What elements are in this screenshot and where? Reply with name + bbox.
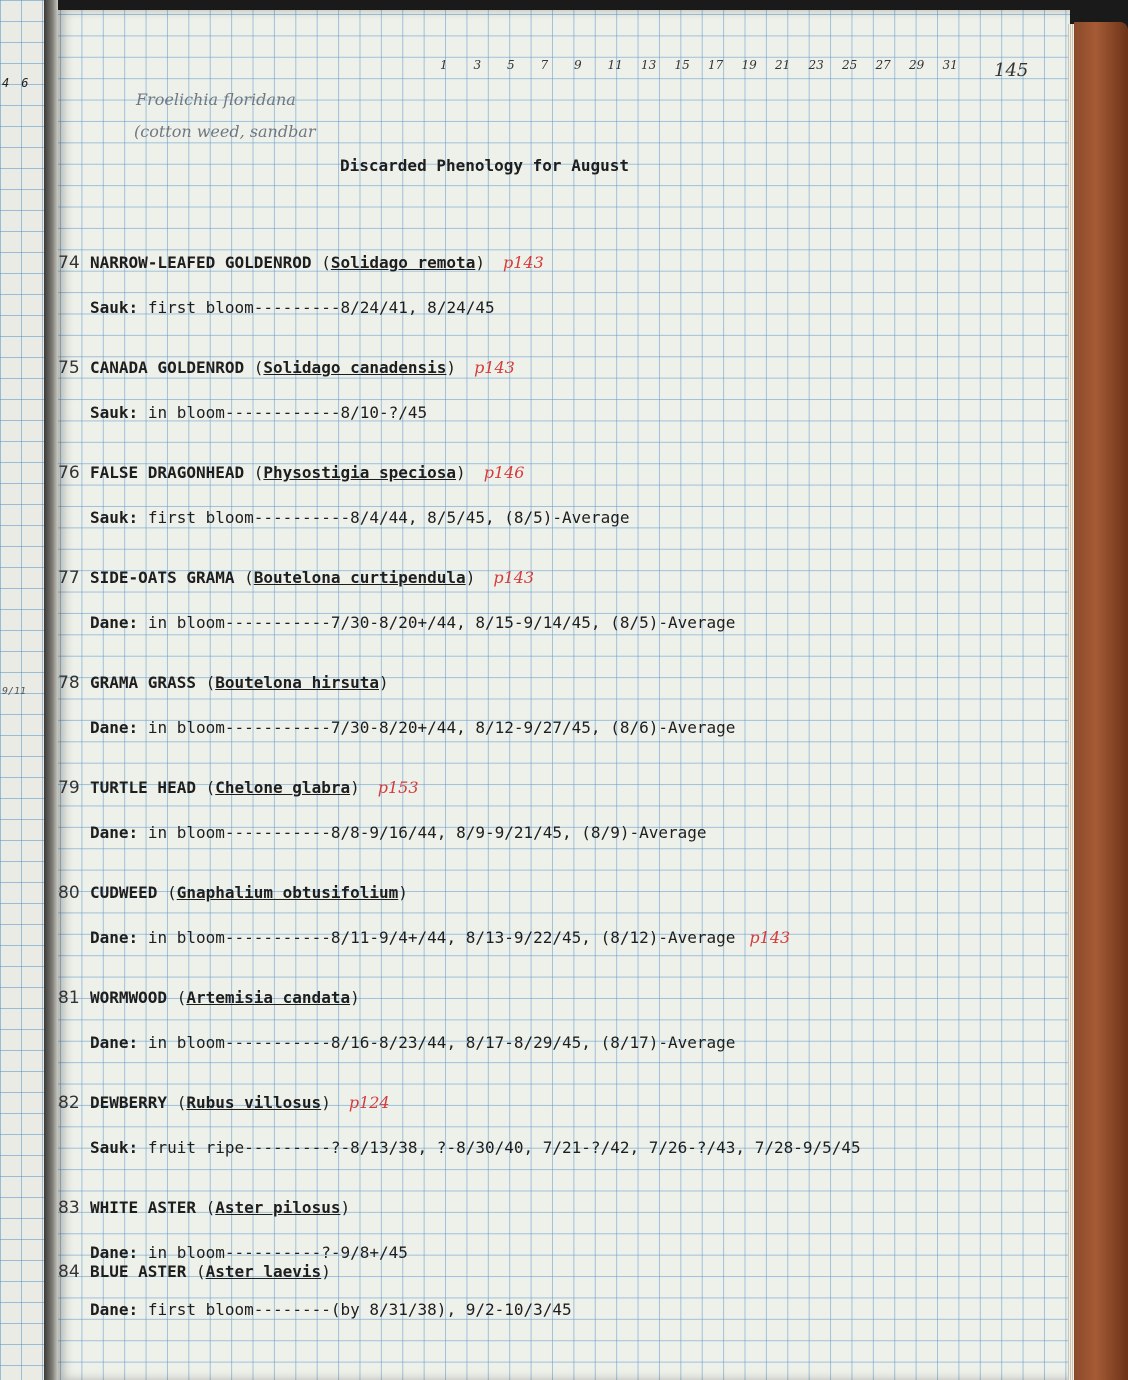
page-reference: p153 [377, 778, 419, 797]
scientific-name: Aster laevis [205, 1262, 322, 1281]
scale-number: 29 [909, 58, 925, 72]
observation-line [90, 1300, 572, 1319]
location: Dane: [90, 718, 139, 737]
event: in bloom [147, 1033, 225, 1052]
common-name: SIDE-OATS GRAMA [90, 568, 235, 587]
binding-gutter [44, 0, 58, 1380]
scale-number: 31 [942, 58, 958, 72]
location: Sauk: [90, 1138, 139, 1157]
scale-number: 11 [607, 58, 623, 72]
page-reference: p124 [348, 1093, 390, 1112]
scientific-name: Solidago canadensis [263, 358, 447, 377]
entry-number: 74 [58, 253, 80, 273]
entry-heading: 77 SIDE-OATS GRAMA (Boutelona curtipendula) p143 [58, 568, 535, 588]
dates: 7/30-8/20+/44, 8/15-9/14/45, (8/5)-Average [330, 613, 736, 632]
dates: ?-8/13/38, ?-8/30/40, 7/21-?/42, 7/26-?/43, 7/28-9/5/45 [330, 1138, 861, 1157]
page-reference: p143 [749, 928, 791, 947]
scale-number: 15 [674, 58, 690, 72]
entry-heading: 81 WORMWOOD (Artemisia candata) [58, 988, 360, 1008]
scale-number: 25 [842, 58, 858, 72]
scale-number: 1 [440, 58, 448, 72]
scale-number: 13 [641, 58, 657, 72]
left-page-margin-note: 9/11 [2, 686, 27, 697]
location: Dane: [90, 823, 139, 842]
entry-heading: 76 FALSE DRAGONHEAD (Physostigia speciosa) p146 [58, 463, 525, 483]
location: Dane: [90, 613, 139, 632]
scale-number: 3 [473, 58, 482, 72]
scientific-name: Boutelona curtipendula [253, 568, 466, 587]
scientific-name: Solidago remota [330, 253, 476, 272]
scientific-name: Aster pilosus [215, 1198, 341, 1217]
notebook-page [58, 10, 1070, 1380]
dates: 7/30-8/20+/44, 8/12-9/27/45, (8/6)-Average [330, 718, 736, 737]
scale-number: 23 [808, 58, 824, 72]
scientific-name: Boutelona hirsuta [215, 673, 379, 692]
common-name: CANADA GOLDENROD [90, 358, 245, 377]
common-name: NARROW-LEAFED GOLDENROD [90, 253, 312, 272]
scale-number: 7 [540, 58, 549, 72]
scale-number: 9 [574, 58, 582, 72]
event: first bloom [147, 1300, 254, 1319]
entry-heading: 80 CUDWEED (Gnaphalium obtusifolium) [58, 883, 408, 903]
page-reference: p143 [474, 358, 515, 377]
leader-dashes: ----------- [224, 613, 331, 632]
page-reference: p146 [483, 463, 525, 482]
location: Dane: [90, 1033, 139, 1052]
entry-number: 82 [58, 1093, 80, 1113]
dates: 8/24/41, 8/24/45 [340, 298, 495, 317]
common-name: BLUE ASTER [90, 1262, 187, 1281]
common-name: DEWBERRY [90, 1093, 168, 1112]
observation-line [90, 298, 495, 317]
entry-heading: 74 NARROW-LEAFED GOLDENROD (Solidago remota) p143 [58, 253, 544, 273]
left-page-number: 6 [21, 76, 29, 90]
day-scale [440, 58, 976, 72]
observation-line [90, 613, 735, 632]
entry-heading: 79 TURTLE HEAD (Chelone glabra) p153 [58, 778, 419, 798]
scientific-name: Chelone glabra [215, 778, 351, 797]
page-title: Discarded Phenology for August [340, 156, 629, 175]
location: Dane: [90, 928, 139, 947]
entry-number: 79 [58, 778, 80, 798]
page-reference: p143 [493, 568, 535, 587]
entry-number: 84 [58, 1262, 80, 1282]
dates: 8/8-9/16/44, 8/9-9/21/45, (8/9)-Average [330, 823, 707, 842]
leader-dashes: -------- [253, 1300, 331, 1319]
observation-line [90, 1243, 408, 1262]
event: in bloom [147, 718, 225, 737]
page-reference: p143 [502, 253, 544, 272]
handwritten-note: (cotton weed, sandbar [134, 122, 316, 141]
dates: 8/11-9/4+/44, 8/13-9/22/45, (8/12)-Average [330, 928, 736, 947]
entry-number: 80 [58, 883, 80, 903]
scale-number: 19 [741, 58, 757, 72]
location: Sauk: [90, 298, 139, 317]
observation-line [90, 1138, 861, 1157]
entry-heading: 82 DEWBERRY (Rubus villosus) p124 [58, 1093, 390, 1113]
scientific-name: Artemisia candata [186, 988, 351, 1007]
left-page-numbers [2, 76, 40, 90]
observation-line [90, 403, 427, 422]
leader-dashes: --------- [244, 1138, 331, 1157]
dates: ?-9/8+/45 [321, 1243, 408, 1262]
event: fruit ripe [147, 1138, 245, 1157]
common-name: WORMWOOD [90, 988, 168, 1007]
common-name: TURTLE HEAD [90, 778, 196, 797]
entry-number: 83 [58, 1198, 80, 1218]
observation-line [90, 1033, 735, 1052]
notebook-cover [1074, 22, 1128, 1380]
entry-number: 81 [58, 988, 80, 1008]
event: in bloom [147, 403, 225, 422]
entry-heading: 75 CANADA GOLDENROD (Solidago canadensis) p143 [58, 358, 515, 378]
entry-number: 77 [58, 568, 80, 588]
dates: 8/4/44, 8/5/45, (8/5)-Average [350, 508, 630, 527]
observation-line [90, 823, 707, 842]
leader-dashes: ----------- [224, 1033, 331, 1052]
page-number: 145 [994, 60, 1029, 81]
scale-number: 5 [507, 58, 515, 72]
dates: (by 8/31/38), 9/2-10/3/45 [330, 1300, 572, 1319]
scale-number: 21 [775, 58, 791, 72]
entry-number: 76 [58, 463, 80, 483]
event: first bloom [147, 298, 254, 317]
event: in bloom [147, 613, 225, 632]
entry-heading: 78 GRAMA GRASS (Boutelona hirsuta) [58, 673, 389, 693]
event: in bloom [147, 1243, 225, 1262]
event: first bloom [147, 508, 254, 527]
leader-dashes: ----------- [224, 718, 331, 737]
left-page-number: 4 [2, 76, 10, 90]
leader-dashes: ----------- [224, 928, 331, 947]
entry-number: 78 [58, 673, 80, 693]
leader-dashes: ---------- [224, 1243, 322, 1262]
common-name: WHITE ASTER [90, 1198, 196, 1217]
dates: 8/10-?/45 [340, 403, 428, 422]
leader-dashes: --------- [253, 298, 341, 317]
location: Dane: [90, 1300, 139, 1319]
scientific-name: Rubus villosus [186, 1093, 322, 1112]
observation-line [90, 508, 629, 527]
scale-number: 17 [708, 58, 724, 72]
leader-dashes: ------------ [224, 403, 341, 422]
left-page [0, 0, 46, 1380]
scientific-name: Physostigia speciosa [263, 463, 457, 482]
common-name: GRAMA GRASS [90, 673, 196, 692]
common-name: FALSE DRAGONHEAD [90, 463, 245, 482]
location: Dane: [90, 1243, 139, 1262]
leader-dashes: ---------- [253, 508, 351, 527]
scientific-name: Gnaphalium obtusifolium [176, 883, 399, 902]
entry-number: 75 [58, 358, 80, 378]
dates: 8/16-8/23/44, 8/17-8/29/45, (8/17)-Average [330, 1033, 736, 1052]
scale-number: 27 [875, 58, 891, 72]
entry-heading: 84 BLUE ASTER (Aster laevis) [58, 1262, 331, 1282]
location: Sauk: [90, 508, 139, 527]
location: Sauk: [90, 403, 139, 422]
event: in bloom [147, 928, 225, 947]
observation-line [90, 928, 790, 947]
entry-heading: 83 WHITE ASTER (Aster pilosus) [58, 1198, 351, 1218]
observation-line [90, 718, 735, 737]
handwritten-note: Froelichia floridana [136, 90, 296, 109]
event: in bloom [147, 823, 225, 842]
leader-dashes: ----------- [224, 823, 331, 842]
common-name: CUDWEED [90, 883, 158, 902]
